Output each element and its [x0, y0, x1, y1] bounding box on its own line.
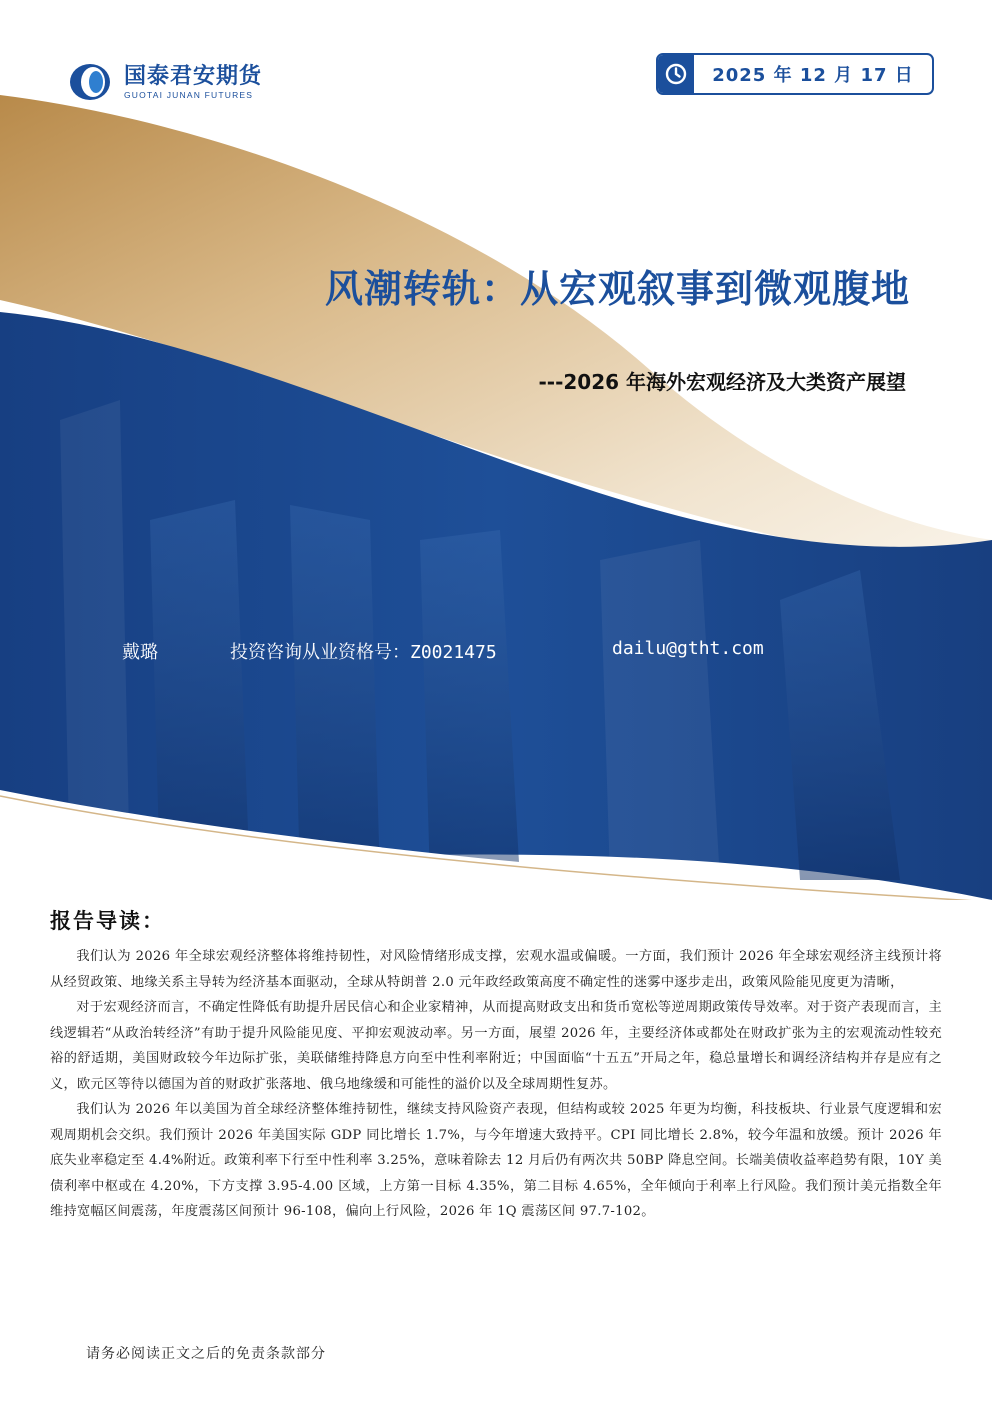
clock-icon [664, 62, 688, 86]
report-date: 2025 年 12 月 17 日 [712, 65, 914, 86]
author-email: dailu@gtht.com [612, 638, 764, 659]
disclaimer-note: 请务必阅读正文之后的免责条款部分 [86, 1346, 326, 1362]
guide-paragraph: 我们认为 2026 年以美国为首全球经济整体维持韧性，继续支持风险资产表现，但结构或较 2025 年更为均衡，科技板块、行业景气度逻辑和宏观周期机会交织。我们预计 2026 年美国实际 GDP 同比增长 1.7%，与今年增速大致持平。CPI 同比增长 2.8%，较今年温和放缓。预计 2026 年底失业率稳定至 4.4%附近。政策利率下行至中性利率 3.25%，意味着除去 12 月后仍有两次共 50BP 降息空间。长端美债收益率趋势有限，10Y 美债利率中枢或在 4.20%，下方支撑 3.95-4.00 区域，上方第一目标 4.35%，第二目标 4.65%，全年倾向于利率上行风险。我们预计美元指数全年维持宽幅区间震荡，年度震荡区间预计 96-108，偏向上行风险，2026 年 1Q 震荡区间 97.7-102。 [50, 1102, 942, 1219]
brand-logo [68, 62, 262, 102]
brand-name-en: GUOTAI JUNAN FUTURES [124, 89, 254, 100]
guotai-junan-logo-icon [68, 62, 116, 102]
author-info [122, 638, 882, 664]
author-name: 戴璐 [122, 642, 158, 663]
report-subtitle: ---2026 年海外宏观经济及大类资产展望 [538, 370, 906, 394]
guide-paragraph: 对于宏观经济而言，不确定性降低有助提升居民信心和企业家精神，从而提高财政支出和货币宽松等逆周期政策传导效率。对于资产表现而言，主线逻辑若“从政治转经济”有助于提升风险能见度、平抑宏观波动率。另一方面，展望 2026 年，主要经济体或都处在财政扩张为主的宏观流动性较充裕的舒适期，美国财政较今年边际扩张，美联储维持降息方向至中性利率附近；中国面临“十五五”开局之年，稳总量增长和调经济结构并存是应有之义，欧元区等待以德国为首的财政扩张落地、俄乌地缘缓和可能性的溢价以及全球周期性复苏。 [50, 1000, 942, 1092]
author-certificate: 投资咨询从业资格号：Z0021475 [230, 642, 497, 663]
report-date-box [656, 53, 934, 95]
guide-body [50, 944, 942, 1225]
guide-heading: 报告导读： [50, 909, 165, 933]
report-title: 风潮转轨：从宏观叙事到微观腹地 [324, 267, 910, 311]
guide-paragraph: 我们认为 2026 年全球宏观经济整体将维持韧性，对风险情绪形成支撑，宏观水温或偏暖。一方面，我们预计 2026 年全球宏观经济主线预计将从经贸政策、地缘关系主导转为经济基本面驱动，全球从特朗普 2.0 元年政经政策高度不确定性的迷雾中逐步走出，政策风险能见度更为清晰， [50, 949, 942, 990]
brand-name-cn: 国泰君安期货 [124, 63, 263, 89]
